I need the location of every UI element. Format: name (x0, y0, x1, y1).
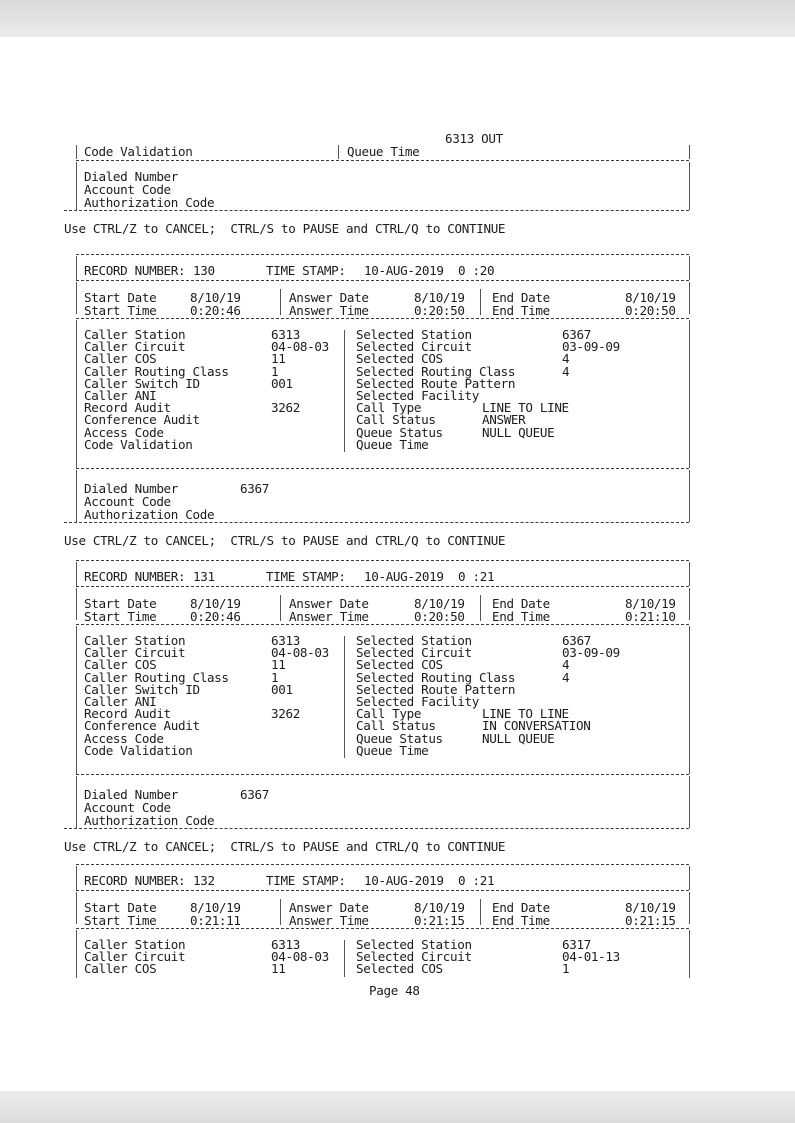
record-131-record-audit-label: Record Audit (84, 706, 171, 721)
record-131-conference-audit-label: Conference Audit (84, 718, 200, 733)
record-132-caller-circuit-label: Caller Circuit (84, 949, 186, 964)
table-border (344, 330, 345, 452)
record-131-end-date-label: End Date (492, 596, 550, 611)
table-border (480, 289, 481, 315)
table-border (280, 899, 281, 925)
record-131-caller-station: 6313 (271, 633, 300, 648)
record-131-start-time: 0:20:46 (190, 609, 241, 624)
record-130-selected-routing-class: 4 (562, 364, 570, 379)
record-131-time-stamp: 10-AUG-2019 0 :21 (364, 569, 495, 584)
record-130-dates-divider (76, 318, 689, 319)
scan-top-margin (0, 0, 795, 37)
table-border (76, 562, 77, 586)
record-132-record-number: 132 (193, 873, 215, 888)
record-130-dialed-divider (76, 468, 689, 469)
record-131-call-status: IN CONVERSATION (482, 718, 591, 733)
record-132-end-time-label: End Time (492, 913, 550, 928)
record-131-access-code-label: Access Code (84, 731, 164, 746)
continuation-bottom-divider (64, 210, 689, 211)
record-130-caller-station-label: Caller Station (84, 327, 186, 342)
record-130-caller-ani-label: Caller ANI (84, 388, 157, 403)
record-131-start-date-label: Start Date (84, 596, 157, 611)
record-131-call-status-label: Call Status (356, 718, 436, 733)
table-border (76, 892, 77, 924)
record-130-queue-time-label: Queue Time (356, 437, 429, 452)
record-131-record-number-label: RECORD NUMBER: (84, 569, 186, 584)
record-131-selected-routing-class: 4 (562, 670, 570, 685)
table-border (344, 940, 345, 977)
record-131-account-code-label: Account Code (84, 800, 171, 815)
record-130-queue-status-label: Queue Status (356, 425, 443, 440)
record-131-call-type: LINE TO LINE (482, 706, 569, 721)
table-border (689, 282, 690, 314)
record-132-end-date: 8/10/19 (625, 900, 676, 915)
table-border (689, 145, 690, 159)
record-130-selected-circuit-label: Selected Circuit (356, 339, 472, 354)
table-border (689, 162, 690, 210)
record-131-top-divider (76, 560, 689, 561)
record-131-dialed-divider (76, 774, 689, 775)
continuation-divider (76, 160, 689, 161)
record-131-record-audit: 3262 (271, 706, 300, 721)
table-border (76, 162, 77, 210)
queue-time-label: Queue Time (347, 144, 420, 159)
record-132-time-stamp-label: TIME STAMP: (266, 873, 346, 888)
record-132-selected-cos-label: Selected COS (356, 961, 443, 976)
record-130-selected-routing-class-label: Selected Routing Class (356, 364, 516, 379)
record-130-call-status: ANSWER (482, 412, 526, 427)
control-prompt: Use CTRL/Z to CANCEL; CTRL/S to PAUSE and CTRL/Q to CONTINUE (64, 839, 506, 854)
record-131-authorization-code-label: Authorization Code (84, 813, 215, 828)
table-border (480, 899, 481, 925)
record-130-caller-cos-label: Caller COS (84, 351, 157, 366)
record-130-access-code-label: Access Code (84, 425, 164, 440)
record-130-end-date: 8/10/19 (625, 290, 676, 305)
record-131-start-date: 8/10/19 (190, 596, 241, 611)
record-130-record-number: 130 (193, 263, 215, 278)
table-border (76, 626, 77, 774)
record-130-answer-date: 8/10/19 (414, 290, 465, 305)
record-130-selected-circuit: 03-09-09 (562, 339, 620, 354)
record-132-selected-circuit-label: Selected Circuit (356, 949, 472, 964)
record-132-time-stamp: 10-AUG-2019 0 :21 (364, 873, 495, 888)
record-131-selected-routing-class-label: Selected Routing Class (356, 670, 516, 685)
record-130-top-divider (76, 254, 689, 255)
record-131-code-validation-label: Code Validation (84, 743, 193, 758)
record-131-selected-circuit-label: Selected Circuit (356, 645, 472, 660)
table-border (480, 595, 481, 621)
table-border (689, 320, 690, 468)
record-131-caller-circuit: 04-08-03 (271, 645, 329, 660)
record-132-selected-station-label: Selected Station (356, 937, 472, 952)
record-130-caller-switch-id-label: Caller Switch ID (84, 376, 200, 391)
table-border (76, 145, 77, 159)
record-130-record-audit: 3262 (271, 400, 300, 415)
record-130-selected-station: 6367 (562, 327, 591, 342)
table-border (76, 866, 77, 890)
record-131-selected-facility-label: Selected Facility (356, 694, 479, 709)
record-132-caller-station: 6313 (271, 937, 300, 952)
record-131-selected-station: 6367 (562, 633, 591, 648)
record-130-answer-date-label: Answer Date (289, 290, 369, 305)
record-130-caller-station: 6313 (271, 327, 300, 342)
table-border (689, 588, 690, 620)
table-border (689, 930, 690, 978)
record-132-start-date-label: Start Date (84, 900, 157, 915)
table-border (76, 320, 77, 468)
record-130-caller-circuit-label: Caller Circuit (84, 339, 186, 354)
record-130-record-audit-label: Record Audit (84, 400, 171, 415)
record-130-selected-facility-label: Selected Facility (356, 388, 479, 403)
record-131-record-number: 131 (193, 569, 215, 584)
table-border (76, 776, 77, 828)
record-130-code-validation-label: Code Validation (84, 437, 193, 452)
record-131-caller-switch-id-label: Caller Switch ID (84, 682, 200, 697)
record-132-answer-time: 0:21:15 (414, 913, 465, 928)
record-130-start-date-label: Start Date (84, 290, 157, 305)
record-130-caller-cos: 11 (271, 351, 286, 366)
table-border (689, 470, 690, 522)
record-131-selected-cos-label: Selected COS (356, 657, 443, 672)
record-132-start-time: 0:21:11 (190, 913, 241, 928)
record-131-end-date: 8/10/19 (625, 596, 676, 611)
record-130-selected-cos-label: Selected COS (356, 351, 443, 366)
record-130-caller-circuit: 04-08-03 (271, 339, 329, 354)
record-130-queue-status: NULL QUEUE (482, 425, 555, 440)
record-131-call-type-label: Call Type (356, 706, 422, 721)
record-132-start-date: 8/10/19 (190, 900, 241, 915)
control-prompt: Use CTRL/Z to CANCEL; CTRL/S to PAUSE and CTRL/Q to CONTINUE (64, 221, 506, 236)
table-border (689, 256, 690, 280)
record-132-caller-cos: 11 (271, 961, 286, 976)
record-131-header-divider (76, 586, 689, 587)
record-132-end-date-label: End Date (492, 900, 550, 915)
table-border (689, 866, 690, 890)
record-132-caller-station-label: Caller Station (84, 937, 186, 952)
record-131-selected-route-pattern-label: Selected Route Pattern (356, 682, 516, 697)
record-130-header-divider (76, 280, 689, 281)
record-130-call-type-label: Call Type (356, 400, 422, 415)
table-border (689, 626, 690, 774)
record-130-caller-routing-class-label: Caller Routing Class (84, 364, 229, 379)
table-border (344, 636, 345, 758)
record-131-start-time-label: Start Time (84, 609, 157, 624)
record-131-dialed-number-label: Dialed Number (84, 787, 179, 802)
record-131-caller-routing-class: 1 (271, 670, 279, 685)
record-132-record-number-label: RECORD NUMBER: (84, 873, 186, 888)
table-border (76, 256, 77, 280)
record-131-answer-date: 8/10/19 (414, 596, 465, 611)
record-130-start-date: 8/10/19 (190, 290, 241, 305)
page-number: Page 48 (369, 983, 420, 998)
record-130-account-code-label: Account Code (84, 494, 171, 509)
record-131-bottom-divider (64, 828, 689, 829)
record-132-selected-station: 6317 (562, 937, 591, 952)
record-131-answer-time: 0:20:50 (414, 609, 465, 624)
record-132-caller-circuit: 04-08-03 (271, 949, 329, 964)
record-131-end-time-label: End Time (492, 609, 550, 624)
table-border (338, 145, 339, 159)
record-130-caller-routing-class: 1 (271, 364, 279, 379)
scan-bottom-margin (0, 1091, 795, 1123)
record-131-dates-divider (76, 624, 689, 625)
record-131-answer-time-label: Answer Time (289, 609, 369, 624)
record-131-selected-cos: 4 (562, 657, 570, 672)
record-131-queue-status: NULL QUEUE (482, 731, 555, 746)
record-130-end-time-label: End Time (492, 303, 550, 318)
record-132-end-time: 0:21:15 (625, 913, 676, 928)
record-130-end-date-label: End Date (492, 290, 550, 305)
table-border (689, 776, 690, 828)
record-132-answer-date: 8/10/19 (414, 900, 465, 915)
authorization-code-label: Authorization Code (84, 195, 215, 210)
dialed-number-label: Dialed Number (84, 169, 179, 184)
record-130-time-stamp-label: TIME STAMP: (266, 263, 346, 278)
record-130-time-stamp: 10-AUG-2019 0 :20 (364, 263, 495, 278)
record-131-caller-circuit-label: Caller Circuit (84, 645, 186, 660)
table-border (689, 892, 690, 924)
record-130-end-time: 0:20:50 (625, 303, 676, 318)
record-131-queue-status-label: Queue Status (356, 731, 443, 746)
record-131-caller-station-label: Caller Station (84, 633, 186, 648)
record-130-dialed-number: 6367 (240, 481, 269, 496)
record-130-record-number-label: RECORD NUMBER: (84, 263, 186, 278)
record-132-selected-cos: 1 (562, 961, 570, 976)
record-131-caller-cos-label: Caller COS (84, 657, 157, 672)
table-border (280, 289, 281, 315)
record-130-bottom-divider (64, 522, 689, 523)
record-132-start-time-label: Start Time (84, 913, 157, 928)
record-130-caller-switch-id: 001 (271, 376, 293, 391)
record-131-caller-ani-label: Caller ANI (84, 694, 157, 709)
record-131-selected-station-label: Selected Station (356, 633, 472, 648)
record-130-start-time: 0:20:46 (190, 303, 241, 318)
table-border (76, 588, 77, 620)
table-border (689, 562, 690, 586)
record-130-answer-time: 0:20:50 (414, 303, 465, 318)
table-border (76, 470, 77, 522)
record-131-selected-circuit: 03-09-09 (562, 645, 620, 660)
record-130-conference-audit-label: Conference Audit (84, 412, 200, 427)
queue-out-value: 6313 OUT (445, 131, 503, 146)
code-validation-label: Code Validation (84, 144, 193, 159)
record-130-dialed-number-label: Dialed Number (84, 481, 179, 496)
record-130-call-type: LINE TO LINE (482, 400, 569, 415)
record-130-selected-station-label: Selected Station (356, 327, 472, 342)
record-130-answer-time-label: Answer Time (289, 303, 369, 318)
record-132-dates-divider (76, 928, 689, 929)
account-code-label: Account Code (84, 182, 171, 197)
record-131-caller-switch-id: 001 (271, 682, 293, 697)
record-130-call-status-label: Call Status (356, 412, 436, 427)
record-131-dialed-number: 6367 (240, 787, 269, 802)
record-130-authorization-code-label: Authorization Code (84, 507, 215, 522)
record-131-caller-routing-class-label: Caller Routing Class (84, 670, 229, 685)
record-131-caller-cos: 11 (271, 657, 286, 672)
record-131-time-stamp-label: TIME STAMP: (266, 569, 346, 584)
table-border (280, 595, 281, 621)
record-131-queue-time-label: Queue Time (356, 743, 429, 758)
record-132-selected-circuit: 04-01-13 (562, 949, 620, 964)
table-border (76, 282, 77, 314)
record-131-answer-date-label: Answer Date (289, 596, 369, 611)
table-border (76, 930, 77, 978)
record-132-caller-cos-label: Caller COS (84, 961, 157, 976)
record-132-header-divider (76, 890, 689, 891)
record-132-answer-date-label: Answer Date (289, 900, 369, 915)
record-131-end-time: 0:21:10 (625, 609, 676, 624)
record-130-start-time-label: Start Time (84, 303, 157, 318)
control-prompt: Use CTRL/Z to CANCEL; CTRL/S to PAUSE and CTRL/Q to CONTINUE (64, 533, 506, 548)
record-130-selected-route-pattern-label: Selected Route Pattern (356, 376, 516, 391)
record-132-top-divider (76, 864, 689, 865)
record-130-selected-cos: 4 (562, 351, 570, 366)
record-132-answer-time-label: Answer Time (289, 913, 369, 928)
